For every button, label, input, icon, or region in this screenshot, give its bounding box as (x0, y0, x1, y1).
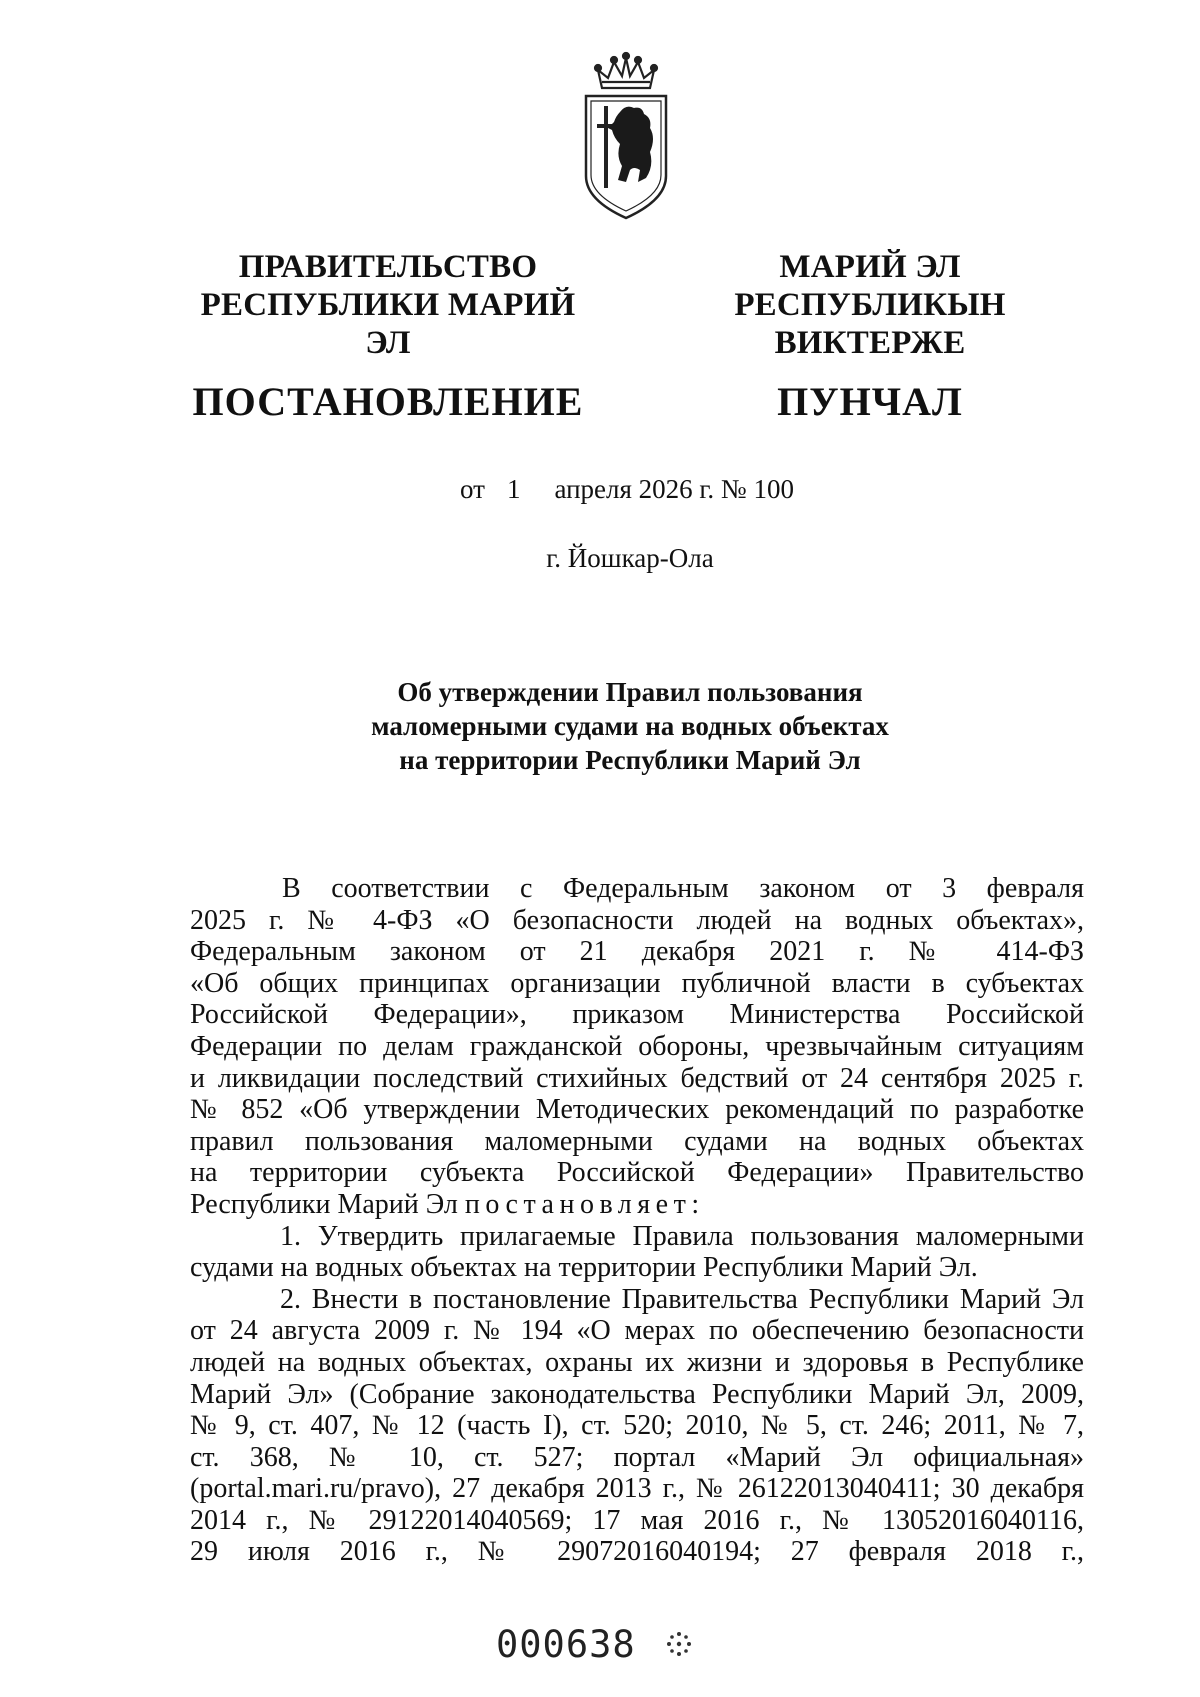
body-line: «Об общих принципах организации публичной власти в субъектах (190, 967, 1084, 999)
body-line: 2014 г., № 29122014040569; 17 мая 2016 г., № 13052016040116, (190, 1504, 1084, 1536)
body-line: 2. Внести в постановление Правительства Республики Марий Эл (280, 1283, 1084, 1315)
body-line: людей на водных объектах, охраны их жизни и здоровья в Республике (190, 1346, 1084, 1378)
document-title (300, 675, 960, 777)
body-line: (portal.mari.ru/pravo), 27 декабря 2013 г., № 26122013040411; 30 декабря (190, 1473, 1084, 1505)
body-line: В соответствии с Федеральным законом от 3 февраля (282, 873, 1084, 904)
body-line: 1. Утвердить прилагаемые Правила пользования маломерными (280, 1220, 1084, 1252)
body-line: № 852 «Об утверждении Методических рекомендаций по разработке (190, 1094, 1084, 1126)
coat-of-arms-emblem (580, 48, 672, 226)
decree-word: постановляет: (464, 1188, 705, 1220)
date-month-year-number: апреля 2026 г. № 100 (554, 474, 794, 504)
body-line: судами на водных объектах на территории Республики Марий Эл. (190, 1252, 978, 1284)
header-left (178, 248, 598, 426)
issue-city: г. Йошкар-Ола (546, 543, 714, 573)
body-line: ст. 368, № 10, ст. 527; портал «Марий Эл официальная» (190, 1441, 1084, 1473)
title-line: маломерными судами на водных объектах (371, 711, 889, 741)
header-right (640, 248, 1100, 426)
government-name-mari-line1: МАРИЙ ЭЛ РЕСПУБЛИКЫН (734, 249, 1006, 323)
body-line: Федерации по делам гражданской обороны, чрезвычайным ситуациям (190, 1030, 1084, 1062)
date-day: 1 (506, 474, 521, 504)
body-line: и ликвидации последствий стихийных бедствий от 24 сентября 2025 г. (190, 1062, 1084, 1094)
document-type-ru: ПОСТАНОВЛЕНИЕ (192, 379, 584, 424)
body-line: Марий Эл» (Собрание законодательства Республики Марий Эл, 2009, (190, 1378, 1084, 1410)
body-line: 2025 г. № 4-ФЗ «О безопасности людей на водных объектах», (190, 904, 1084, 936)
body-line: 29 июля 2016 г., № 29072016040194; 27 февраля 2018 г., (190, 1536, 1084, 1568)
government-name-ru-line1: ПРАВИТЕЛЬСТВО (238, 249, 538, 285)
document-body (190, 873, 1084, 1568)
body-line: на территории субъекта Российской Федерации» Правительство (190, 1157, 1084, 1189)
body-line: № 9, ст. 407, № 12 (часть I), ст. 520; 2010, № 5, ст. 246; 2011, № 7, (190, 1410, 1084, 1442)
date-prefix: от (460, 474, 485, 504)
document-date-number (460, 474, 794, 505)
body-line-decree (190, 1189, 1084, 1221)
stamp-number: 000638 (496, 1623, 636, 1666)
body-line: от 24 августа 2009 г. № 194 «О мерах по обеспечению безопасности (190, 1315, 1084, 1347)
document-type-mari: ПУНЧАЛ (777, 379, 963, 424)
body-line: правил пользования маломерными судами на водных объектах (190, 1125, 1084, 1157)
government-name-mari-line2: ВИКТЕРЖЕ (774, 325, 966, 361)
government-name-ru-line2: РЕСПУБЛИКИ МАРИЙ ЭЛ (200, 287, 576, 361)
body-line: Федеральным законом от 21 декабря 2021 г. № 414-ФЗ (190, 936, 1084, 968)
title-line: на территории Республики Марий Эл (399, 745, 861, 775)
body-line: Российской Федерации», приказом Министерства Российской (190, 999, 1084, 1031)
asterisk-stamp-icon (665, 1630, 693, 1658)
body-line: Республики Марий Эл (190, 1188, 465, 1220)
title-line: Об утверждении Правил пользования (397, 677, 863, 707)
